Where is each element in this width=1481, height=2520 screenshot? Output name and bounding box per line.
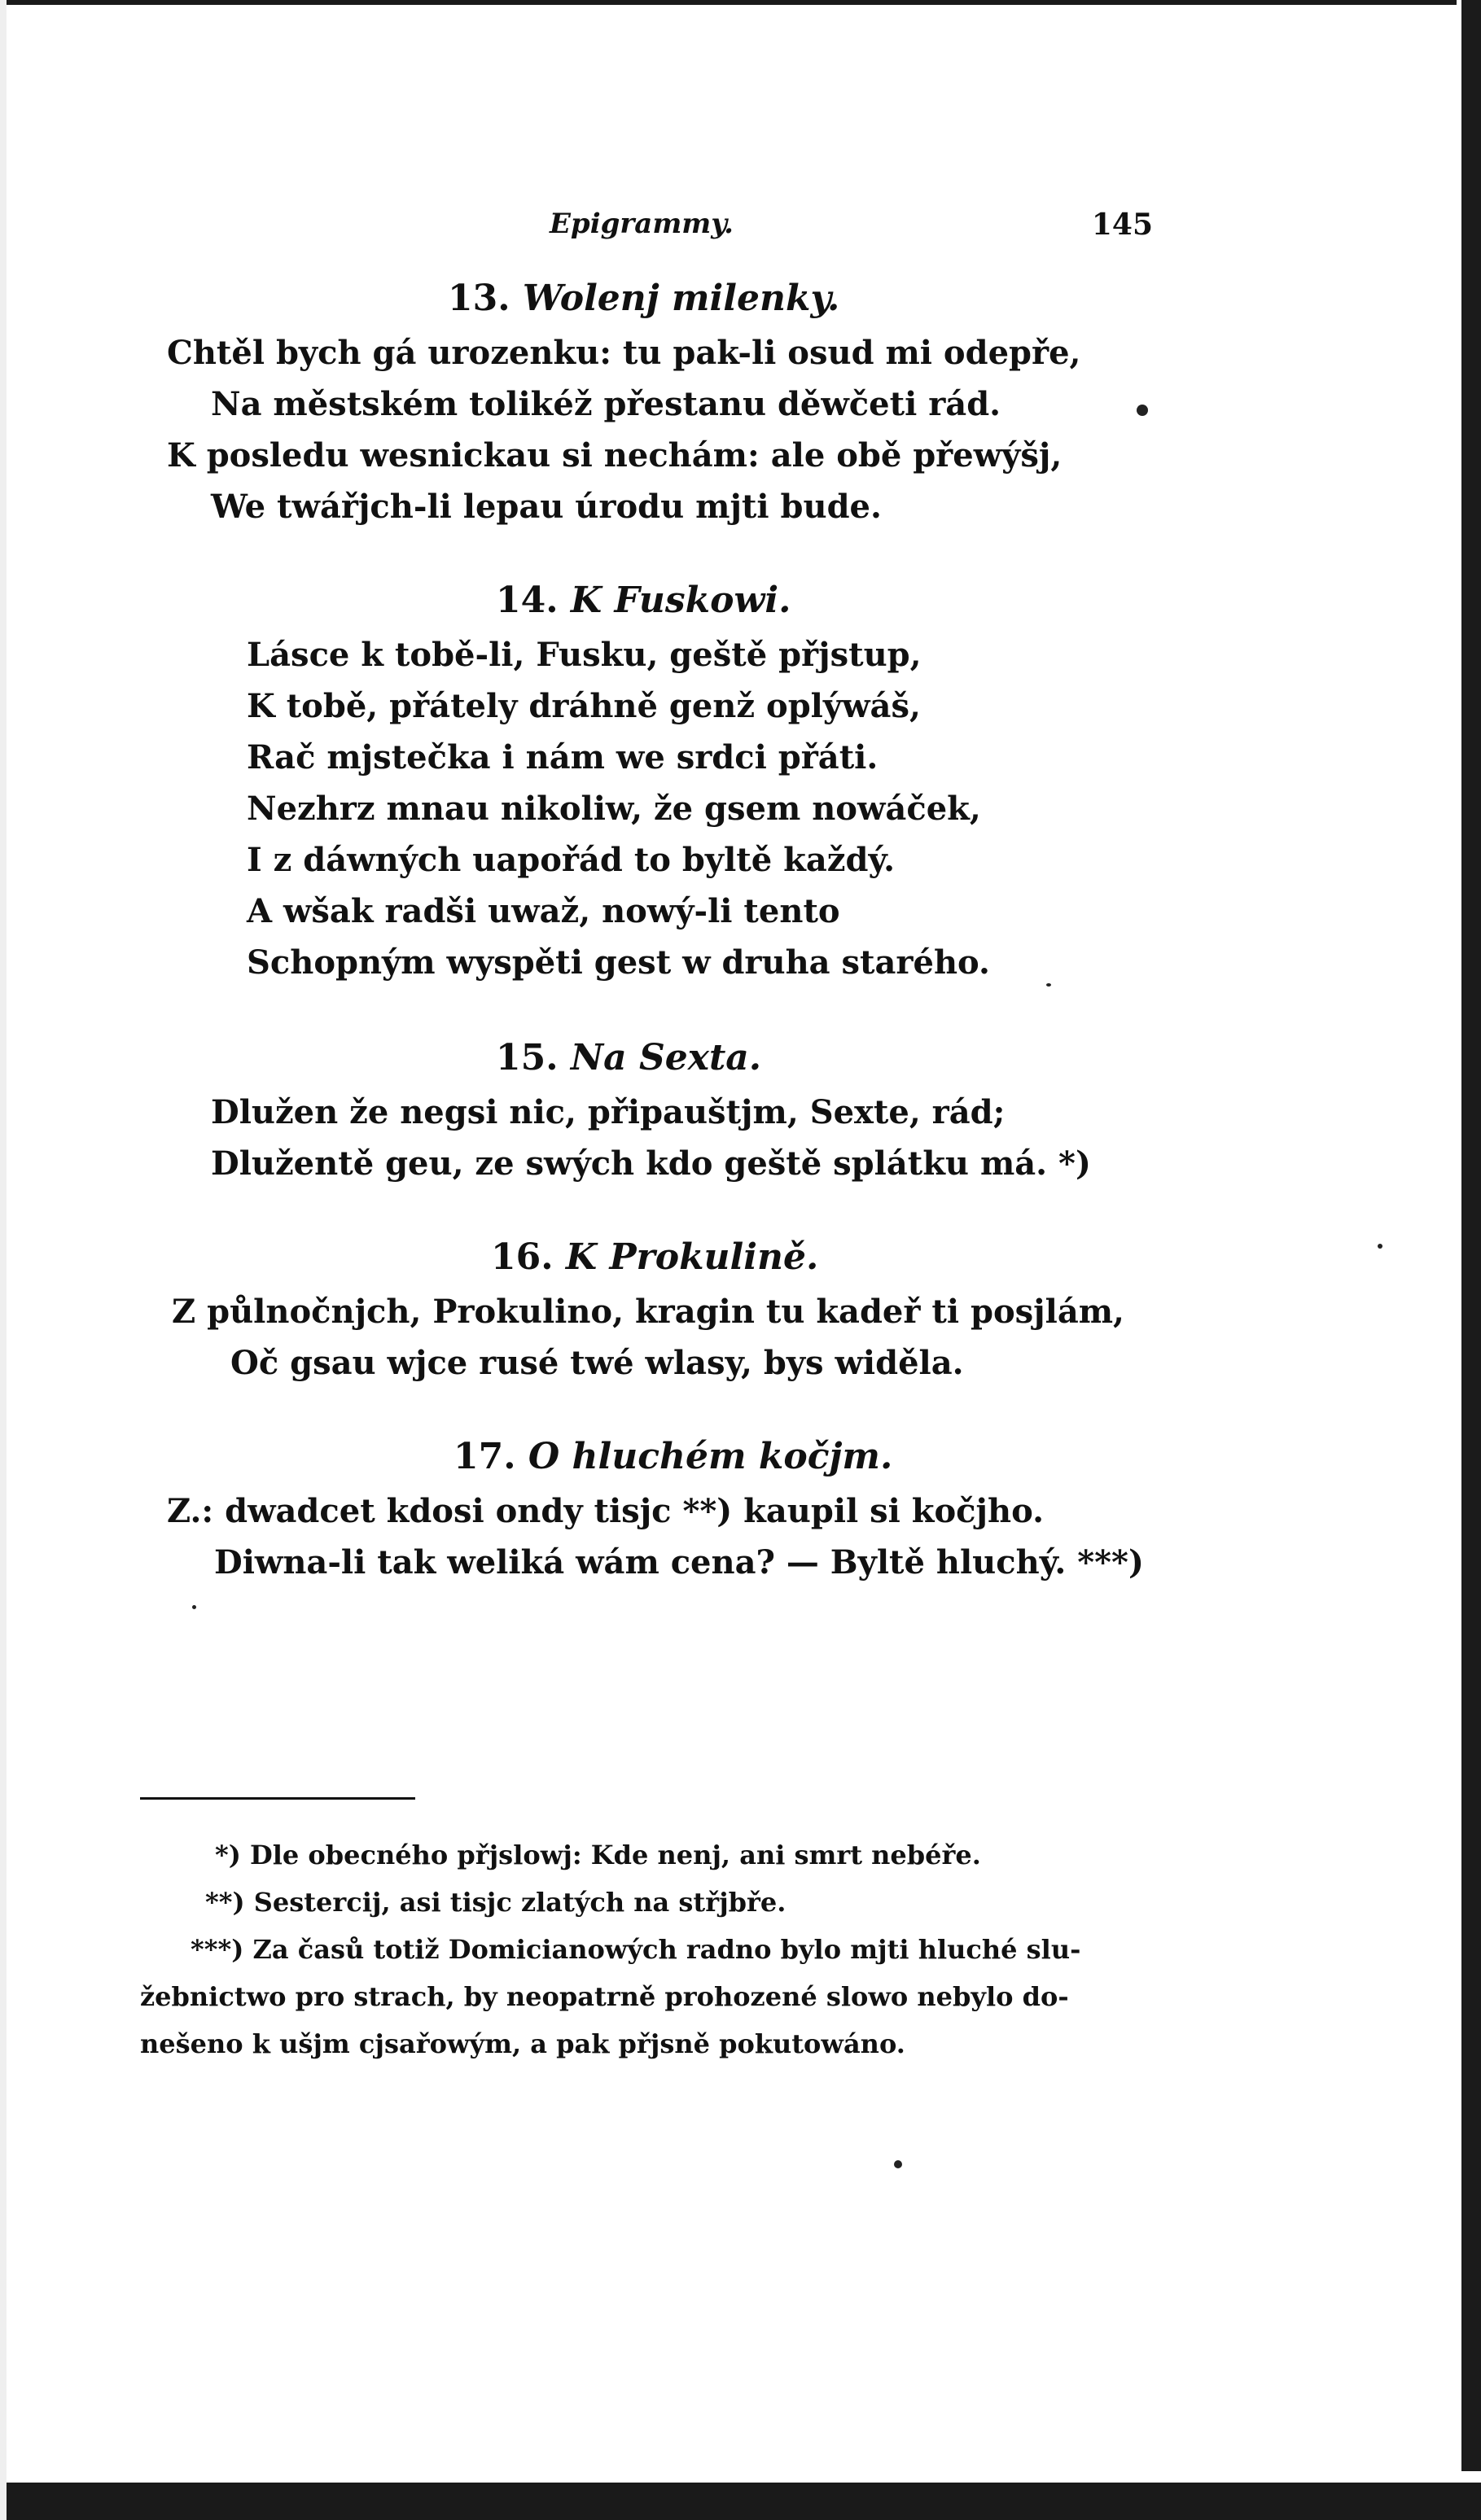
scan-edge-bottom — [0, 2471, 1481, 2520]
poem-number: 15. — [496, 1037, 559, 1078]
footnotes — [140, 1831, 1150, 2067]
scan-edge-top — [0, 0, 1481, 21]
footnote-1: *) Dle obecného přjslowj: Kde nenj, ani smrt nebéře. — [215, 1840, 981, 1870]
verse-line: Dlužen že negsi nic, připauštjm, Sexte, rád; — [211, 1093, 1006, 1131]
poem-title — [496, 580, 1152, 621]
poem-number: 17. — [454, 1436, 516, 1477]
scan-edge-left — [0, 0, 7, 2520]
verse-line: We twářjch-li lepau úrodu mjti bude. — [211, 488, 882, 526]
poem-title-text: K Prokulině. — [565, 1236, 819, 1278]
running-head — [167, 208, 1152, 248]
footnote-3-line: nešeno k ušjm cjsařowým, a pak přjsně pokutowáno. — [140, 2028, 905, 2059]
footnote-2: **) Sestercij, asi tisjc zlatých na střjbře. — [205, 1887, 787, 1918]
verse-line: Diwna-li tak weliká wám cena? — Byltě hluchý. ***) — [214, 1543, 1144, 1582]
poem-title — [491, 1236, 1152, 1278]
ink-speck — [894, 2160, 902, 2168]
poem-17 — [167, 1436, 1152, 1588]
poem-16 — [167, 1236, 1152, 1389]
running-title: Epigrammy. — [550, 208, 734, 240]
footnote-rule — [140, 1797, 415, 1800]
verse-line: Nezhrz mnau nikoliw, že gsem nowáček, — [247, 790, 981, 828]
poem-title-text: Wolenj milenky. — [522, 278, 840, 319]
poem-title-text: K Fuskowi. — [570, 580, 791, 621]
verse-line: Rač mjstečka i nám we srdci přáti. — [247, 738, 879, 777]
footnote-3-line: žebnictwo pro strach, by neopatrně prohozené slowo nebylo do- — [140, 1981, 1069, 2012]
verse-line: Z.: dwadcet kdosi ondy tisjc **) kaupil si kočjho. — [167, 1492, 1044, 1530]
book-page — [167, 208, 1152, 1588]
poem-number: 13. — [448, 278, 510, 319]
poem-number: 14. — [496, 580, 559, 621]
poem-13 — [167, 278, 1152, 532]
verse-line: Z půlnočnjch, Prokulino, kragin tu kadeř ti posjlám, — [172, 1293, 1124, 1331]
scan-edge-right — [1457, 0, 1481, 2520]
poem-14 — [167, 580, 1152, 988]
poem-title — [496, 1037, 1152, 1078]
poem-15 — [167, 1037, 1152, 1189]
poem-title-text: O hluchém kočjm. — [528, 1436, 893, 1477]
verse-line: I z dáwných uapořád to byltě každý. — [247, 841, 896, 879]
footnote-3-line: ***) Za časů totiž Domicianowých radno bylo mjti hluché slu- — [191, 1934, 1081, 1965]
verse-line: A wšak radši uwaž, nowý-li tento — [247, 892, 840, 930]
verse-line: Schopným wyspěti gest w druha starého. — [247, 943, 990, 982]
poem-title — [454, 1436, 1152, 1477]
verse-line: Chtěl bych gá urozenku: tu pak-li osud mi odepře, — [167, 334, 1081, 372]
page-number: 145 — [1091, 208, 1153, 242]
verse-line: K posledu wesnickau si nechám: ale obě přewýšj, — [167, 436, 1063, 475]
ink-speck — [192, 1605, 196, 1609]
verse-line: Dlužentě geu, ze swých kdo geště splátku má. *) — [211, 1144, 1091, 1183]
verse-line: Na městském tolikéž přestanu děwčeti rád. — [211, 385, 1001, 423]
poem-title-text: Na Sexta. — [570, 1037, 762, 1078]
poem-title — [448, 278, 1152, 319]
poem-number: 16. — [491, 1236, 554, 1278]
footnote-3 — [140, 1926, 1150, 2067]
verse-line: Lásce k tobě-li, Fusku, geště přjstup, — [247, 636, 922, 674]
verse-line: Oč gsau wjce rusé twé wlasy, bys widěla. — [230, 1344, 964, 1382]
ink-speck — [1378, 1244, 1382, 1249]
verse-line: K tobě, přátely dráhně genž oplýwáš, — [247, 687, 921, 725]
